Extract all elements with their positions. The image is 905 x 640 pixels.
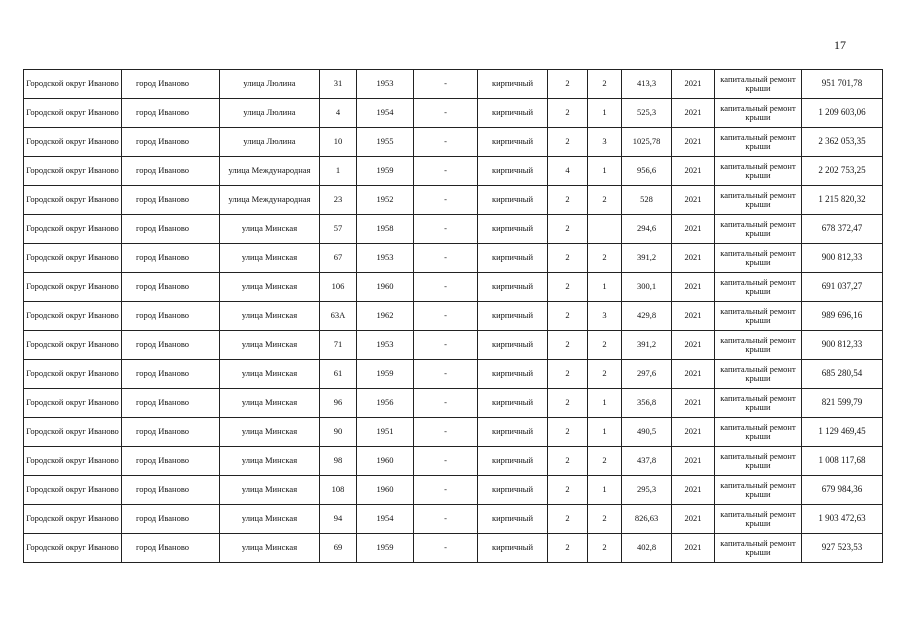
table-row: [24, 128, 883, 157]
settlement-cell: город Иваново: [122, 157, 220, 186]
planned-year-cell: 2021: [672, 389, 715, 418]
entrances-cell: 1: [588, 476, 622, 505]
house-number-cell: 61: [320, 360, 357, 389]
entrances-cell: 2: [588, 244, 622, 273]
year-built-cell: 1962: [357, 302, 414, 331]
area-cell: 391,2: [622, 331, 672, 360]
work-type-cell: капитальный ремонт крыши: [715, 186, 802, 215]
entrances-cell: 1: [588, 273, 622, 302]
municipality-cell: Городской округ Иваново: [24, 273, 122, 302]
municipality-cell: Городской округ Иваново: [24, 476, 122, 505]
street-cell: улица Международная: [220, 186, 320, 215]
settlement-cell: город Иваново: [122, 215, 220, 244]
house-number-cell: 10: [320, 128, 357, 157]
house-number-cell: 1: [320, 157, 357, 186]
cost-cell: 2 362 053,35: [802, 128, 883, 157]
year-built-cell: 1953: [357, 70, 414, 99]
planned-year-cell: 2021: [672, 157, 715, 186]
work-type-cell: капитальный ремонт крыши: [715, 331, 802, 360]
street-cell: улица Минская: [220, 215, 320, 244]
entrances-cell: [588, 215, 622, 244]
house-number-cell: 71: [320, 331, 357, 360]
cost-cell: 685 280,54: [802, 360, 883, 389]
work-type-cell: капитальный ремонт крыши: [715, 128, 802, 157]
cost-cell: 951 701,78: [802, 70, 883, 99]
dash-cell: -: [414, 418, 478, 447]
municipality-cell: Городской округ Иваново: [24, 186, 122, 215]
year-built-cell: 1955: [357, 128, 414, 157]
entrances-cell: 2: [588, 331, 622, 360]
work-type-cell: капитальный ремонт крыши: [715, 360, 802, 389]
entrances-cell: 2: [588, 186, 622, 215]
area-cell: 294,6: [622, 215, 672, 244]
table-row: [24, 215, 883, 244]
street-cell: улица Минская: [220, 534, 320, 563]
planned-year-cell: 2021: [672, 244, 715, 273]
dash-cell: -: [414, 505, 478, 534]
year-built-cell: 1953: [357, 244, 414, 273]
work-type-cell: капитальный ремонт крыши: [715, 534, 802, 563]
table-row: [24, 99, 883, 128]
street-cell: улица Минская: [220, 447, 320, 476]
floors-cell: 2: [548, 273, 588, 302]
dash-cell: -: [414, 331, 478, 360]
floors-cell: 2: [548, 360, 588, 389]
entrances-cell: 1: [588, 389, 622, 418]
year-built-cell: 1960: [357, 273, 414, 302]
floors-cell: 2: [548, 70, 588, 99]
floors-cell: 2: [548, 99, 588, 128]
entrances-cell: 2: [588, 505, 622, 534]
wall-material-cell: кирпичный: [478, 447, 548, 476]
municipality-cell: Городской округ Иваново: [24, 331, 122, 360]
floors-cell: 2: [548, 128, 588, 157]
entrances-cell: 1: [588, 418, 622, 447]
dash-cell: -: [414, 360, 478, 389]
area-cell: 300,1: [622, 273, 672, 302]
cost-cell: 691 037,27: [802, 273, 883, 302]
planned-year-cell: 2021: [672, 128, 715, 157]
work-type-cell: капитальный ремонт крыши: [715, 418, 802, 447]
wall-material-cell: кирпичный: [478, 99, 548, 128]
area-cell: 295,3: [622, 476, 672, 505]
cost-cell: 1 215 820,32: [802, 186, 883, 215]
entrances-cell: 1: [588, 157, 622, 186]
entrances-cell: 1: [588, 99, 622, 128]
dash-cell: -: [414, 244, 478, 273]
table-row: [24, 331, 883, 360]
street-cell: улица Минская: [220, 505, 320, 534]
dash-cell: -: [414, 447, 478, 476]
municipality-cell: Городской округ Иваново: [24, 389, 122, 418]
cost-cell: 900 812,33: [802, 244, 883, 273]
street-cell: улица Минская: [220, 476, 320, 505]
entrances-cell: 2: [588, 534, 622, 563]
street-cell: улица Минская: [220, 331, 320, 360]
street-cell: улица Минская: [220, 389, 320, 418]
planned-year-cell: 2021: [672, 331, 715, 360]
year-built-cell: 1960: [357, 447, 414, 476]
dash-cell: -: [414, 70, 478, 99]
street-cell: улица Минская: [220, 302, 320, 331]
house-number-cell: 23: [320, 186, 357, 215]
planned-year-cell: 2021: [672, 273, 715, 302]
cost-cell: 1 209 603,06: [802, 99, 883, 128]
table-row: [24, 505, 883, 534]
cost-cell: 821 599,79: [802, 389, 883, 418]
wall-material-cell: кирпичный: [478, 360, 548, 389]
cost-cell: 2 202 753,25: [802, 157, 883, 186]
municipality-cell: Городской округ Иваново: [24, 447, 122, 476]
settlement-cell: город Иваново: [122, 418, 220, 447]
entrances-cell: 2: [588, 360, 622, 389]
year-built-cell: 1951: [357, 418, 414, 447]
table-row: [24, 418, 883, 447]
planned-year-cell: 2021: [672, 534, 715, 563]
dash-cell: -: [414, 273, 478, 302]
year-built-cell: 1958: [357, 215, 414, 244]
cost-cell: 989 696,16: [802, 302, 883, 331]
planned-year-cell: 2021: [672, 360, 715, 389]
wall-material-cell: кирпичный: [478, 389, 548, 418]
year-built-cell: 1952: [357, 186, 414, 215]
work-type-cell: капитальный ремонт крыши: [715, 505, 802, 534]
street-cell: улица Минская: [220, 244, 320, 273]
planned-year-cell: 2021: [672, 302, 715, 331]
settlement-cell: город Иваново: [122, 70, 220, 99]
floors-cell: 2: [548, 215, 588, 244]
area-cell: 956,6: [622, 157, 672, 186]
floors-cell: 2: [548, 186, 588, 215]
settlement-cell: город Иваново: [122, 331, 220, 360]
settlement-cell: город Иваново: [122, 244, 220, 273]
wall-material-cell: кирпичный: [478, 273, 548, 302]
settlement-cell: город Иваново: [122, 505, 220, 534]
settlement-cell: город Иваново: [122, 128, 220, 157]
work-type-cell: капитальный ремонт крыши: [715, 244, 802, 273]
house-number-cell: 67: [320, 244, 357, 273]
work-type-cell: капитальный ремонт крыши: [715, 447, 802, 476]
wall-material-cell: кирпичный: [478, 157, 548, 186]
planned-year-cell: 2021: [672, 99, 715, 128]
entrances-cell: 2: [588, 70, 622, 99]
settlement-cell: город Иваново: [122, 302, 220, 331]
area-cell: 402,8: [622, 534, 672, 563]
municipality-cell: Городской округ Иваново: [24, 128, 122, 157]
cost-cell: 1 008 117,68: [802, 447, 883, 476]
municipality-cell: Городской округ Иваново: [24, 360, 122, 389]
table-row: [24, 534, 883, 563]
table-row: [24, 70, 883, 99]
area-cell: 391,2: [622, 244, 672, 273]
area-cell: 429,8: [622, 302, 672, 331]
house-number-cell: 69: [320, 534, 357, 563]
cost-cell: 900 812,33: [802, 331, 883, 360]
area-cell: 437,8: [622, 447, 672, 476]
area-cell: 413,3: [622, 70, 672, 99]
area-cell: 826,63: [622, 505, 672, 534]
municipality-cell: Городской округ Иваново: [24, 70, 122, 99]
municipality-cell: Городской округ Иваново: [24, 418, 122, 447]
table-row: [24, 389, 883, 418]
settlement-cell: город Иваново: [122, 389, 220, 418]
dash-cell: -: [414, 186, 478, 215]
dash-cell: -: [414, 302, 478, 331]
house-number-cell: 94: [320, 505, 357, 534]
work-type-cell: капитальный ремонт крыши: [715, 215, 802, 244]
entrances-cell: 3: [588, 302, 622, 331]
table-body: [24, 70, 883, 563]
year-built-cell: 1959: [357, 360, 414, 389]
dash-cell: -: [414, 99, 478, 128]
work-type-cell: капитальный ремонт крыши: [715, 389, 802, 418]
area-cell: 525,3: [622, 99, 672, 128]
house-number-cell: 96: [320, 389, 357, 418]
entrances-cell: 3: [588, 128, 622, 157]
house-number-cell: 57: [320, 215, 357, 244]
work-type-cell: капитальный ремонт крыши: [715, 70, 802, 99]
planned-year-cell: 2021: [672, 186, 715, 215]
year-built-cell: 1956: [357, 389, 414, 418]
street-cell: улица Люлина: [220, 128, 320, 157]
street-cell: улица Минская: [220, 418, 320, 447]
area-cell: 490,5: [622, 418, 672, 447]
municipality-cell: Городской округ Иваново: [24, 99, 122, 128]
table-row: [24, 447, 883, 476]
floors-cell: 2: [548, 447, 588, 476]
dash-cell: -: [414, 215, 478, 244]
planned-year-cell: 2021: [672, 447, 715, 476]
settlement-cell: город Иваново: [122, 273, 220, 302]
table-row: [24, 476, 883, 505]
house-number-cell: 98: [320, 447, 357, 476]
wall-material-cell: кирпичный: [478, 244, 548, 273]
municipality-cell: Городской округ Иваново: [24, 157, 122, 186]
house-number-cell: 4: [320, 99, 357, 128]
dash-cell: -: [414, 476, 478, 505]
wall-material-cell: кирпичный: [478, 70, 548, 99]
table-row: [24, 302, 883, 331]
area-cell: 297,6: [622, 360, 672, 389]
house-number-cell: 31: [320, 70, 357, 99]
table-row: [24, 244, 883, 273]
floors-cell: 2: [548, 505, 588, 534]
house-number-cell: 63А: [320, 302, 357, 331]
settlement-cell: город Иваново: [122, 534, 220, 563]
year-built-cell: 1953: [357, 331, 414, 360]
street-cell: улица Международная: [220, 157, 320, 186]
work-type-cell: капитальный ремонт крыши: [715, 476, 802, 505]
settlement-cell: город Иваново: [122, 476, 220, 505]
wall-material-cell: кирпичный: [478, 186, 548, 215]
municipality-cell: Городской округ Иваново: [24, 505, 122, 534]
municipality-cell: Городской округ Иваново: [24, 215, 122, 244]
year-built-cell: 1960: [357, 476, 414, 505]
wall-material-cell: кирпичный: [478, 215, 548, 244]
street-cell: улица Люлина: [220, 70, 320, 99]
wall-material-cell: кирпичный: [478, 302, 548, 331]
area-cell: 1025,78: [622, 128, 672, 157]
street-cell: улица Минская: [220, 360, 320, 389]
planned-year-cell: 2021: [672, 505, 715, 534]
area-cell: 356,8: [622, 389, 672, 418]
floors-cell: 4: [548, 157, 588, 186]
cost-cell: 927 523,53: [802, 534, 883, 563]
house-number-cell: 106: [320, 273, 357, 302]
floors-cell: 2: [548, 476, 588, 505]
year-built-cell: 1954: [357, 99, 414, 128]
street-cell: улица Люлина: [220, 99, 320, 128]
wall-material-cell: кирпичный: [478, 418, 548, 447]
house-number-cell: 108: [320, 476, 357, 505]
year-built-cell: 1959: [357, 534, 414, 563]
area-cell: 528: [622, 186, 672, 215]
floors-cell: 2: [548, 244, 588, 273]
dash-cell: -: [414, 128, 478, 157]
year-built-cell: 1954: [357, 505, 414, 534]
table-row: [24, 186, 883, 215]
cost-cell: 679 984,36: [802, 476, 883, 505]
entrances-cell: 2: [588, 447, 622, 476]
work-type-cell: капитальный ремонт крыши: [715, 99, 802, 128]
table-row: [24, 273, 883, 302]
floors-cell: 2: [548, 389, 588, 418]
house-number-cell: 90: [320, 418, 357, 447]
wall-material-cell: кирпичный: [478, 331, 548, 360]
dash-cell: -: [414, 534, 478, 563]
planned-year-cell: 2021: [672, 476, 715, 505]
dash-cell: -: [414, 389, 478, 418]
planned-year-cell: 2021: [672, 70, 715, 99]
page-number: 17: [834, 38, 846, 52]
planned-year-cell: 2021: [672, 418, 715, 447]
municipality-cell: Городской округ Иваново: [24, 302, 122, 331]
floors-cell: 2: [548, 331, 588, 360]
municipality-cell: Городской округ Иваново: [24, 534, 122, 563]
table-row: [24, 360, 883, 389]
municipality-cell: Городской округ Иваново: [24, 244, 122, 273]
floors-cell: 2: [548, 534, 588, 563]
settlement-cell: город Иваново: [122, 99, 220, 128]
cost-cell: 1 129 469,45: [802, 418, 883, 447]
settlement-cell: город Иваново: [122, 447, 220, 476]
floors-cell: 2: [548, 418, 588, 447]
floors-cell: 2: [548, 302, 588, 331]
settlement-cell: город Иваново: [122, 360, 220, 389]
housing-repair-table: [23, 69, 883, 563]
wall-material-cell: кирпичный: [478, 128, 548, 157]
work-type-cell: капитальный ремонт крыши: [715, 157, 802, 186]
settlement-cell: город Иваново: [122, 186, 220, 215]
work-type-cell: капитальный ремонт крыши: [715, 302, 802, 331]
street-cell: улица Минская: [220, 273, 320, 302]
dash-cell: -: [414, 157, 478, 186]
planned-year-cell: 2021: [672, 215, 715, 244]
work-type-cell: капитальный ремонт крыши: [715, 273, 802, 302]
wall-material-cell: кирпичный: [478, 534, 548, 563]
cost-cell: 678 372,47: [802, 215, 883, 244]
wall-material-cell: кирпичный: [478, 505, 548, 534]
wall-material-cell: кирпичный: [478, 476, 548, 505]
year-built-cell: 1959: [357, 157, 414, 186]
table-row: [24, 157, 883, 186]
cost-cell: 1 903 472,63: [802, 505, 883, 534]
